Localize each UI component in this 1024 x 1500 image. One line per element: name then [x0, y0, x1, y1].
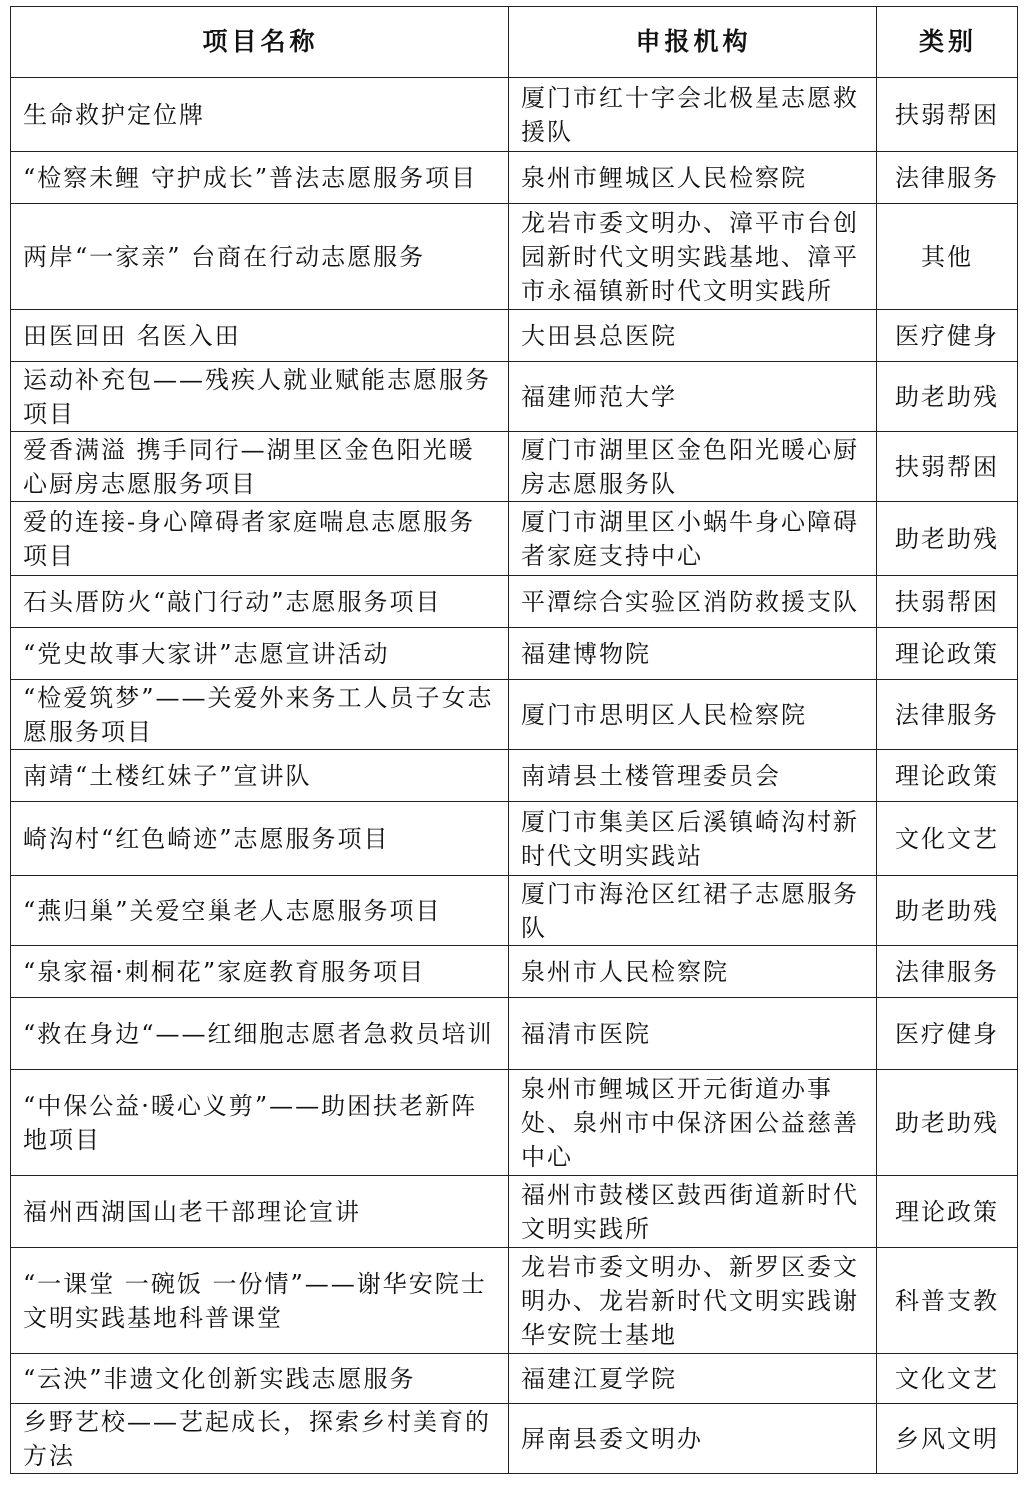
- applicant-org-cell: 龙岩市委文明办、新罗区委文明办、龙岩新时代文明实践谢华安院士基地: [509, 1248, 877, 1354]
- project-name-cell: 南靖“土楼红妹子”宣讲队: [11, 750, 509, 802]
- header-applicant-org: 申报机构: [509, 7, 877, 78]
- category-cell: 理论政策: [877, 1176, 1018, 1248]
- project-name-cell: “检察未鲤 守护成长”普法志愿服务项目: [11, 152, 509, 204]
- table-row: [11, 1354, 1018, 1404]
- applicant-org-cell: 平潭综合实验区消防救援支队: [509, 576, 877, 628]
- project-name-cell: “云泱”非遗文化创新实践志愿服务: [11, 1354, 509, 1404]
- table-header-row: [11, 7, 1018, 78]
- project-name-cell: “燕归巢”关爱空巢老人志愿服务项目: [11, 876, 509, 946]
- table-row: [11, 576, 1018, 628]
- project-name-cell: “泉家福·刺桐花”家庭教育服务项目: [11, 946, 509, 998]
- applicant-org-cell: 南靖县土楼管理委员会: [509, 750, 877, 802]
- table-row: [11, 1176, 1018, 1248]
- applicant-org-cell: 福州市鼓楼区鼓西街道新时代文明实践所: [509, 1176, 877, 1248]
- applicant-org-cell: 厦门市海沧区红裙子志愿服务队: [509, 876, 877, 946]
- category-cell: 扶弱帮困: [877, 576, 1018, 628]
- applicant-org-cell: 厦门市集美区后溪镇崎沟村新时代文明实践站: [509, 802, 877, 876]
- category-cell: 法律服务: [877, 946, 1018, 998]
- applicant-org-cell: 屏南县委文明办: [509, 1404, 877, 1474]
- category-cell: 扶弱帮困: [877, 78, 1018, 152]
- project-name-cell: 田医回田 名医入田: [11, 310, 509, 362]
- table-row: [11, 502, 1018, 576]
- project-name-cell: 崎沟村“红色崎迹”志愿服务项目: [11, 802, 509, 876]
- header-project-name: 项目名称: [11, 7, 509, 78]
- project-name-cell: “检爱筑梦”——关爱外来务工人员子女志愿服务项目: [11, 680, 509, 750]
- project-name-cell: 石头厝防火“敲门行动”志愿服务项目: [11, 576, 509, 628]
- category-cell: 医疗健身: [877, 310, 1018, 362]
- project-name-cell: “中保公益·暖心义剪”——助困扶老新阵地项目: [11, 1070, 509, 1176]
- category-cell: 助老助残: [877, 1070, 1018, 1176]
- project-name-cell: 福州西湖国山老干部理论宣讲: [11, 1176, 509, 1248]
- applicant-org-cell: 福建江夏学院: [509, 1354, 877, 1404]
- project-name-cell: 运动补充包——残疾人就业赋能志愿服务项目: [11, 362, 509, 432]
- project-name-cell: 爱香满溢 携手同行—湖里区金色阳光暖心厨房志愿服务项目: [11, 432, 509, 502]
- table-row: [11, 750, 1018, 802]
- applicant-org-cell: 福建师范大学: [509, 362, 877, 432]
- table-row: [11, 432, 1018, 502]
- category-cell: 助老助残: [877, 502, 1018, 576]
- project-name-cell: “救在身边“——红细胞志愿者急救员培训: [11, 998, 509, 1070]
- table-row: [11, 680, 1018, 750]
- table-row: [11, 628, 1018, 680]
- table-row: [11, 1248, 1018, 1354]
- category-cell: 助老助残: [877, 362, 1018, 432]
- category-cell: 文化文艺: [877, 1354, 1018, 1404]
- category-cell: 理论政策: [877, 628, 1018, 680]
- applicant-org-cell: 厦门市湖里区小蜗牛身心障碍者家庭支持中心: [509, 502, 877, 576]
- category-cell: 法律服务: [877, 152, 1018, 204]
- applicant-org-cell: 泉州市鲤城区人民检察院: [509, 152, 877, 204]
- applicant-org-cell: 厦门市思明区人民检察院: [509, 680, 877, 750]
- table-row: [11, 362, 1018, 432]
- category-cell: 乡风文明: [877, 1404, 1018, 1474]
- category-cell: 科普支教: [877, 1248, 1018, 1354]
- applicant-org-cell: 福建博物院: [509, 628, 877, 680]
- project-name-cell: 生命救护定位牌: [11, 78, 509, 152]
- project-name-cell: 爱的连接-身心障碍者家庭喘息志愿服务项目: [11, 502, 509, 576]
- category-cell: 扶弱帮困: [877, 432, 1018, 502]
- project-name-cell: “一课堂 一碗饭 一份情”——谢华安院士文明实践基地科普课堂: [11, 1248, 509, 1354]
- category-cell: 文化文艺: [877, 802, 1018, 876]
- table-row: [11, 78, 1018, 152]
- applicant-org-cell: 福清市医院: [509, 998, 877, 1070]
- project-name-cell: 乡野艺校——艺起成长，探索乡村美育的方法: [11, 1404, 509, 1474]
- table-row: [11, 998, 1018, 1070]
- table-row: [11, 1404, 1018, 1474]
- table-row: [11, 152, 1018, 204]
- category-cell: 医疗健身: [877, 998, 1018, 1070]
- table-row: [11, 1070, 1018, 1176]
- applicant-org-cell: 龙岩市委文明办、漳平市台创园新时代文明实践基地、漳平市永福镇新时代文明实践所: [509, 204, 877, 310]
- applicant-org-cell: 厦门市湖里区金色阳光暖心厨房志愿服务队: [509, 432, 877, 502]
- project-name-cell: “党史故事大家讲”志愿宣讲活动: [11, 628, 509, 680]
- applicant-org-cell: 泉州市鲤城区开元街道办事处、泉州市中保济困公益慈善中心: [509, 1070, 877, 1176]
- applicant-org-cell: 大田县总医院: [509, 310, 877, 362]
- project-name-cell: 两岸“一家亲” 台商在行动志愿服务: [11, 204, 509, 310]
- table-row: [11, 204, 1018, 310]
- table-row: [11, 876, 1018, 946]
- applicant-org-cell: 厦门市红十字会北极星志愿救援队: [509, 78, 877, 152]
- table-row: [11, 946, 1018, 998]
- category-cell: 法律服务: [877, 680, 1018, 750]
- table-row: [11, 802, 1018, 876]
- category-cell: 理论政策: [877, 750, 1018, 802]
- project-table: [10, 6, 1018, 1474]
- table-body: [11, 78, 1018, 1474]
- category-cell: 其他: [877, 204, 1018, 310]
- table-row: [11, 310, 1018, 362]
- applicant-org-cell: 泉州市人民检察院: [509, 946, 877, 998]
- header-category: 类别: [877, 7, 1018, 78]
- category-cell: 助老助残: [877, 876, 1018, 946]
